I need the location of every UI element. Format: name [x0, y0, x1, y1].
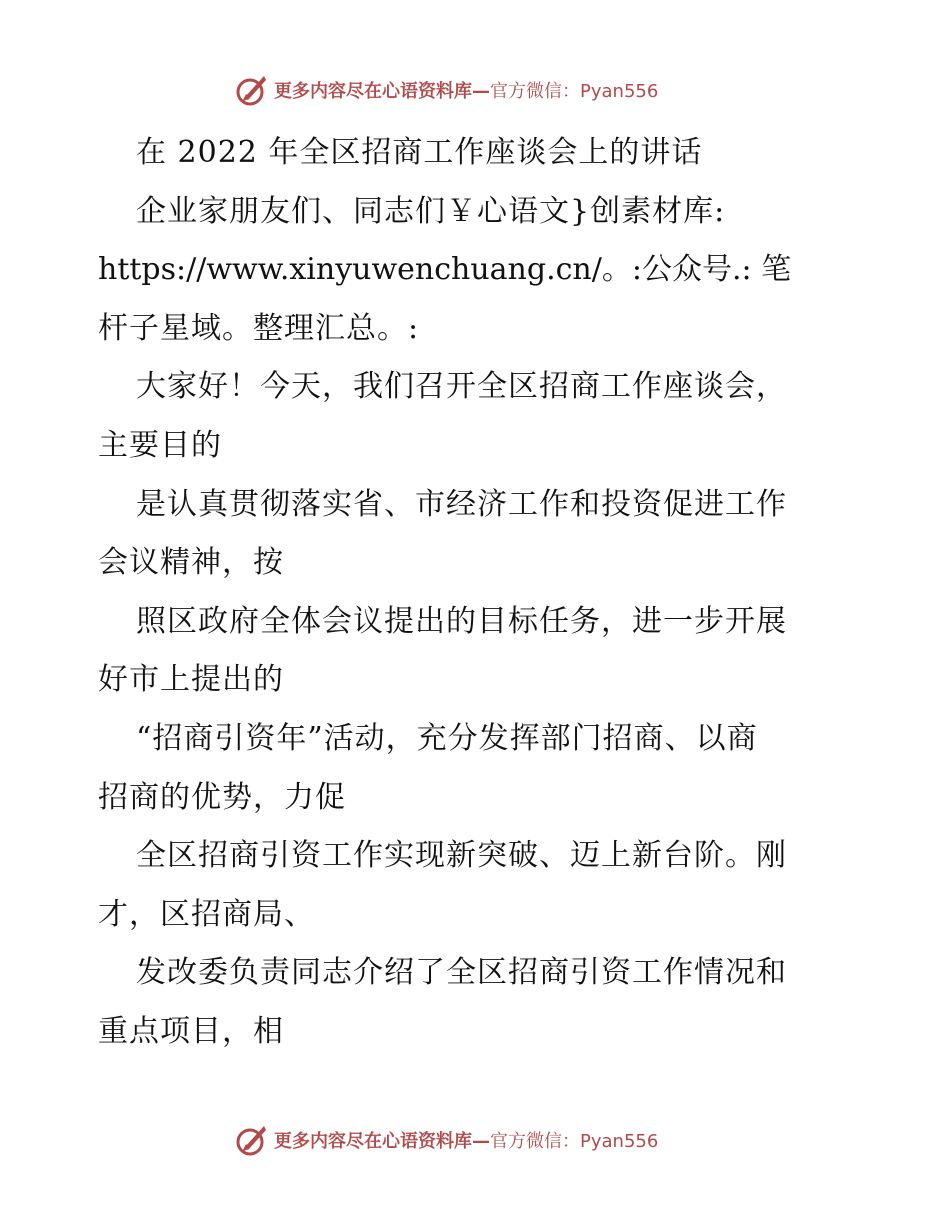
text-line: “招商引资年”活动，充分发挥部门招商、以商	[136, 720, 758, 756]
text-line: 才，区招商局、	[98, 896, 315, 932]
text-line: 照区政府全体会议提出的目标任务，进一步开展	[136, 603, 787, 639]
text-line: https://www.xinyuwenchuang.cn/。:公众号.: 笔	[98, 252, 792, 288]
text-line: 会议精神，按	[98, 545, 284, 581]
text-line: 招商的优势，力促	[98, 779, 346, 815]
document-body	[98, 124, 858, 1062]
text-line: 重点项目，相	[98, 1013, 284, 1049]
footer-banner	[234, 1120, 714, 1160]
quill-logo-icon	[234, 1122, 270, 1158]
text-line: 全区招商引资工作实现新突破、迈上新台阶。刚	[136, 838, 787, 874]
text-line: 主要目的	[98, 427, 222, 463]
text-line: 大家好！今天，我们召开全区招商工作座谈会，	[136, 369, 787, 405]
banner-brand-text: 更多内容尽在心语资料库—	[274, 1131, 490, 1152]
document-title: 在 2022 年全区招商工作座谈会上的讲话	[136, 135, 703, 170]
text-line: 是认真贯彻落实省、市经济工作和投资促进工作	[136, 486, 787, 522]
header-banner	[234, 70, 714, 110]
banner-wechat-text: 官方微信：Pyan556	[490, 1131, 659, 1152]
banner-wechat-text: 官方微信：Pyan556	[490, 81, 659, 102]
quill-logo-icon	[234, 72, 270, 108]
text-line: 发改委负责同志介绍了全区招商引资工作情况和	[136, 955, 787, 991]
text-line: 好市上提出的	[98, 662, 284, 698]
banner-brand-text: 更多内容尽在心语资料库—	[274, 81, 490, 102]
text-line: 企业家朋友们、同志们￥心语文}创素材库:	[136, 193, 726, 229]
text-line: 杆子星域。整理汇总。:	[98, 310, 420, 346]
